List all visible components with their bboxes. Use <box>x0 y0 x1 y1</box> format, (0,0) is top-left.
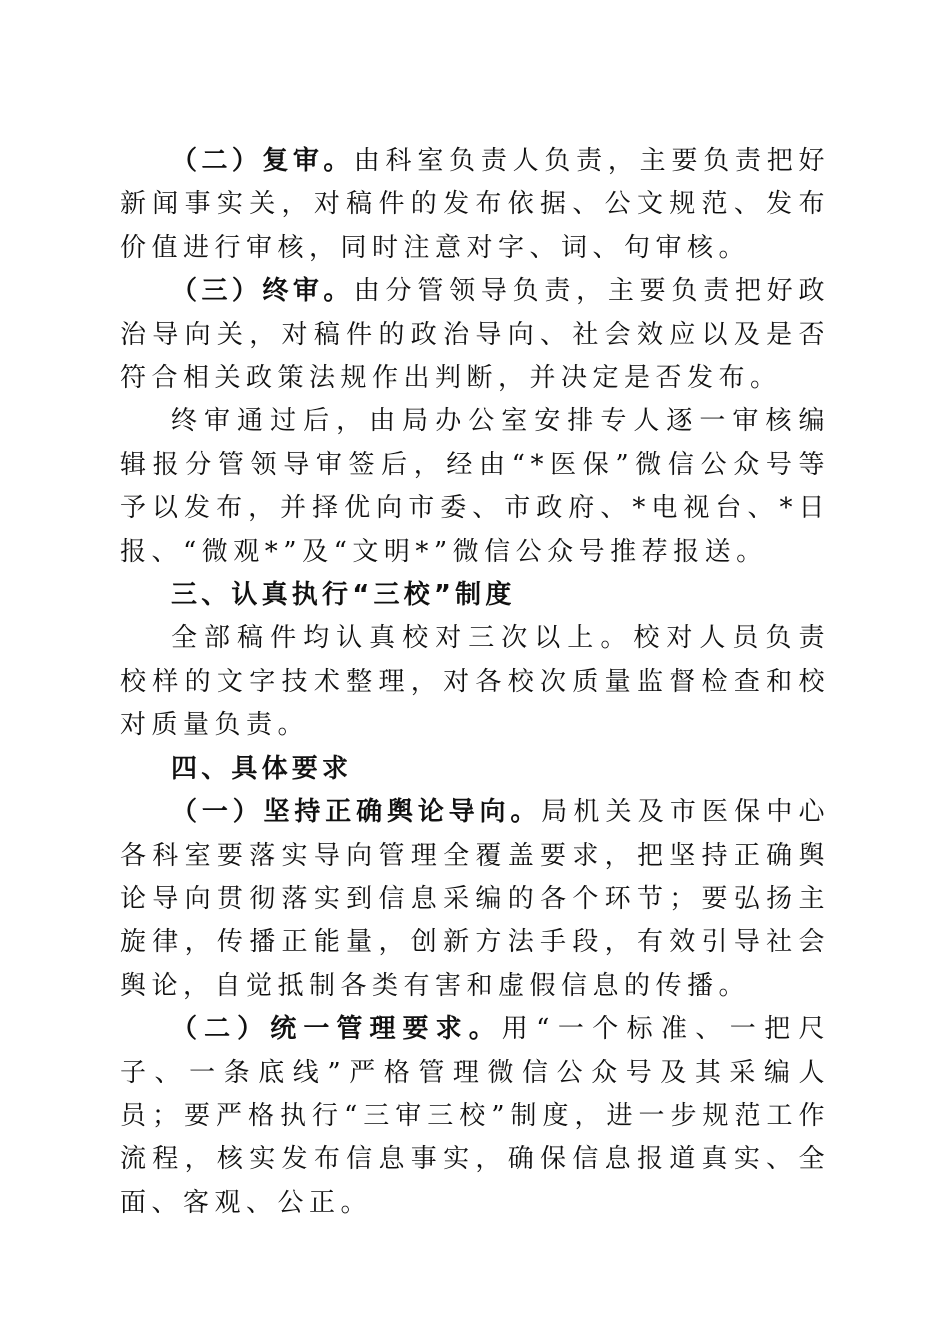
paragraph-review-second <box>120 140 830 270</box>
paragraph-lead: （二）统一管理要求。 <box>171 1014 502 1045</box>
paragraph-review-final <box>120 270 830 400</box>
paragraph-publish <box>120 400 830 574</box>
paragraph-text: 由分管领导负责，主要负责把好政治导向关，对稿件的政治导向、社会效应以及是否符合相关政策法规作出判断，并决定是否发布。 <box>120 276 830 394</box>
paragraph-lead: （一）坚持正确舆论导向。 <box>171 797 542 828</box>
paragraph-text: 全部稿件均认真校对三次以上。校对人员负责校样的文字技术整理，对各校次质量监督检查和校对质量负责。 <box>120 623 830 741</box>
paragraph-text: 用“一个标准、一把尺子、一条底线”严格管理微信公众号及其采编人员；要严格执行“三审三校”制度，进一步规范工作流程，核实发布信息事实，确保信息报道真实、全面、客观、公正。 <box>120 1014 830 1218</box>
section-heading-proofreading: 三、认真执行“三校”制度 <box>171 580 516 611</box>
paragraph-text: 由科室负责人负责，主要负责把好新闻事实关，对稿件的发布依据、公文规范、发布价值进行审核，同时注意对字、词、句审核。 <box>120 146 830 263</box>
document-body <box>120 140 830 1225</box>
paragraph-requirement-guidance <box>120 791 830 1008</box>
paragraph-text: 终审通过后，由局办公室安排专人逐一审核编辑报分管领导审签后，经由“*医保”微信公众号等予以发布，并择优向市委、市政府、*电视台、*日报、“微观*”及“文明*”微信公众号推荐报送。 <box>120 406 830 567</box>
paragraph-lead: （三）终审。 <box>171 276 354 307</box>
paragraph-text: 局机关及市医保中心各科室要落实导向管理全覆盖要求，把坚持正确舆论导向贯彻落实到信息采编的各个环节；要弘扬主旋律，传播正能量，创新方法手段，有效引导社会舆论，自觉抵制各类有害和虚假信息的传播。 <box>120 797 830 1001</box>
paragraph-requirement-management <box>120 1008 830 1225</box>
paragraph-proofreading <box>120 617 830 747</box>
section-heading-requirements: 四、具体要求 <box>171 753 353 784</box>
paragraph-lead: （二）复审。 <box>171 146 354 176</box>
